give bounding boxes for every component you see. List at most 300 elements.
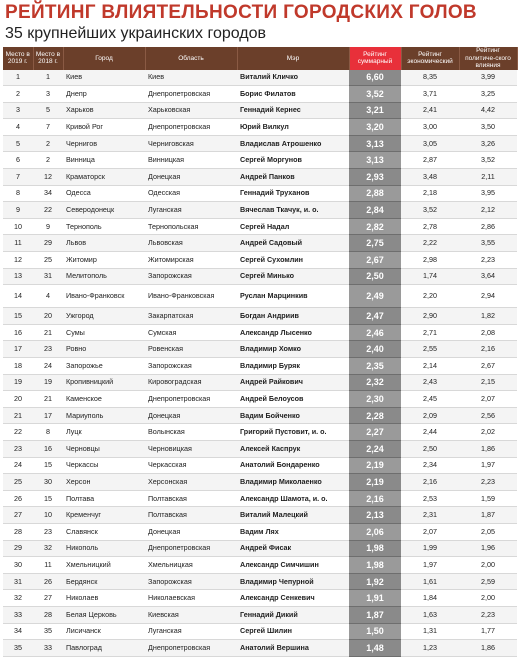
cell-region: Днепропетровская xyxy=(145,540,237,557)
cell-political-rating: 2,59 xyxy=(459,573,517,590)
cell-total-rating: 2,75 xyxy=(349,235,401,252)
cell-region: Донецкая xyxy=(145,169,237,186)
cell-rank-2019: 26 xyxy=(3,490,33,507)
cell-economic-rating: 2,50 xyxy=(401,440,459,457)
cell-city: Тернополь xyxy=(63,218,145,235)
cell-rank-2018: 7 xyxy=(33,119,63,136)
cell-total-rating: 2,32 xyxy=(349,374,401,391)
cell-economic-rating: 3,52 xyxy=(401,202,459,219)
cell-economic-rating: 8,35 xyxy=(401,70,459,86)
table-row xyxy=(3,623,517,640)
cell-rank-2018: 21 xyxy=(33,324,63,341)
cell-region: Днепропетровская xyxy=(145,86,237,103)
cell-political-rating: 2,02 xyxy=(459,424,517,441)
cell-total-rating: 2,67 xyxy=(349,252,401,269)
cell-rank-2019: 15 xyxy=(3,308,33,325)
cell-total-rating: 3,21 xyxy=(349,102,401,119)
table-row xyxy=(3,457,517,474)
cell-rank-2019: 30 xyxy=(3,557,33,574)
cell-rank-2018: 4 xyxy=(33,285,63,308)
cell-region: Днепропетровская xyxy=(145,391,237,408)
cell-city: Хмельницкий xyxy=(63,557,145,574)
cell-mayor: Борис Филатов xyxy=(237,86,349,103)
header-total-rating: Рейтинг суммарный xyxy=(349,47,401,70)
cell-total-rating: 2,88 xyxy=(349,185,401,202)
cell-region: Тернопольская xyxy=(145,218,237,235)
cell-city: Кременчуг xyxy=(63,507,145,524)
cell-economic-rating: 2,71 xyxy=(401,324,459,341)
cell-rank-2018: 3 xyxy=(33,86,63,103)
cell-total-rating: 2,13 xyxy=(349,507,401,524)
cell-economic-rating: 1,31 xyxy=(401,623,459,640)
cell-total-rating: 3,13 xyxy=(349,135,401,152)
cell-rank-2019: 27 xyxy=(3,507,33,524)
cell-region: Запорожская xyxy=(145,268,237,285)
table-row xyxy=(3,640,517,657)
table-row xyxy=(3,507,517,524)
cell-city: Краматорск xyxy=(63,169,145,186)
cell-total-rating: 2,19 xyxy=(349,457,401,474)
cell-rank-2018: 21 xyxy=(33,391,63,408)
cell-mayor: Сергей Надал xyxy=(237,218,349,235)
cell-region: Винницкая xyxy=(145,152,237,169)
table-row xyxy=(3,474,517,491)
cell-political-rating: 2,15 xyxy=(459,374,517,391)
cell-region: Луганская xyxy=(145,202,237,219)
cell-rank-2019: 8 xyxy=(3,185,33,202)
cell-mayor: Анатолий Бондаренко xyxy=(237,457,349,474)
cell-city: Бердянск xyxy=(63,573,145,590)
cell-economic-rating: 2,44 xyxy=(401,424,459,441)
cell-economic-rating: 1,97 xyxy=(401,557,459,574)
cell-city: Запорожье xyxy=(63,358,145,375)
cell-region: Луганская xyxy=(145,623,237,640)
cell-political-rating: 2,00 xyxy=(459,557,517,574)
cell-rank-2019: 6 xyxy=(3,152,33,169)
cell-economic-rating: 1,61 xyxy=(401,573,459,590)
cell-mayor: Владимир Чепурной xyxy=(237,573,349,590)
cell-economic-rating: 3,48 xyxy=(401,169,459,186)
cell-economic-rating: 3,00 xyxy=(401,119,459,136)
cell-region: Одесская xyxy=(145,185,237,202)
cell-mayor: Григорий Пустовит, и. о. xyxy=(237,424,349,441)
cell-mayor: Вадим Лях xyxy=(237,523,349,540)
cell-economic-rating: 2,07 xyxy=(401,523,459,540)
cell-region: Харьковская xyxy=(145,102,237,119)
cell-city: Луцк xyxy=(63,424,145,441)
cell-rank-2018: 8 xyxy=(33,424,63,441)
cell-rank-2018: 34 xyxy=(33,185,63,202)
cell-mayor: Богдан Андриив xyxy=(237,308,349,325)
header-mayor: Мэр xyxy=(237,47,349,70)
cell-mayor: Сергей Шилин xyxy=(237,623,349,640)
cell-total-rating: 2,19 xyxy=(349,474,401,491)
cell-political-rating: 4,42 xyxy=(459,102,517,119)
cell-total-rating: 6,60 xyxy=(349,70,401,86)
table-row xyxy=(3,169,517,186)
cell-total-rating: 1,98 xyxy=(349,540,401,557)
cell-rank-2018: 10 xyxy=(33,507,63,524)
cell-mayor: Андрей Райкович xyxy=(237,374,349,391)
cell-economic-rating: 2,34 xyxy=(401,457,459,474)
cell-rank-2018: 23 xyxy=(33,523,63,540)
cell-city: Днепр xyxy=(63,86,145,103)
cell-rank-2019: 31 xyxy=(3,573,33,590)
table-row xyxy=(3,573,517,590)
cell-total-rating: 2,82 xyxy=(349,218,401,235)
cell-economic-rating: 2,87 xyxy=(401,152,459,169)
table-header-row xyxy=(3,47,517,70)
cell-economic-rating: 2,45 xyxy=(401,391,459,408)
table-row xyxy=(3,540,517,557)
cell-mayor: Владислав Атрошенко xyxy=(237,135,349,152)
cell-region: Донецкая xyxy=(145,523,237,540)
table-row xyxy=(3,185,517,202)
cell-political-rating: 1,87 xyxy=(459,507,517,524)
cell-rank-2019: 13 xyxy=(3,268,33,285)
cell-rank-2019: 2 xyxy=(3,86,33,103)
cell-rank-2018: 16 xyxy=(33,440,63,457)
cell-economic-rating: 1,23 xyxy=(401,640,459,657)
cell-rank-2019: 34 xyxy=(3,623,33,640)
cell-rank-2018: 5 xyxy=(33,102,63,119)
cell-city: Винница xyxy=(63,152,145,169)
cell-economic-rating: 2,55 xyxy=(401,341,459,358)
cell-rank-2019: 35 xyxy=(3,640,33,657)
cell-city: Сумы xyxy=(63,324,145,341)
cell-rank-2018: 19 xyxy=(33,374,63,391)
cell-city: Харьков xyxy=(63,102,145,119)
cell-rank-2018: 26 xyxy=(33,573,63,590)
cell-mayor: Андрей Садовый xyxy=(237,235,349,252)
table-row xyxy=(3,135,517,152)
cell-city: Мелитополь xyxy=(63,268,145,285)
cell-city: Николаев xyxy=(63,590,145,607)
cell-total-rating: 2,28 xyxy=(349,407,401,424)
table-row xyxy=(3,557,517,574)
cell-city: Ровно xyxy=(63,341,145,358)
header-rank-2018: Место в 2018 г. xyxy=(33,47,63,70)
cell-rank-2019: 4 xyxy=(3,119,33,136)
cell-rank-2018: 31 xyxy=(33,268,63,285)
cell-city: Житомир xyxy=(63,252,145,269)
cell-rank-2019: 7 xyxy=(3,169,33,186)
cell-rank-2019: 10 xyxy=(3,218,33,235)
cell-political-rating: 1,96 xyxy=(459,540,517,557)
cell-rank-2018: 33 xyxy=(33,640,63,657)
cell-rank-2018: 1 xyxy=(33,70,63,86)
cell-total-rating: 2,24 xyxy=(349,440,401,457)
cell-mayor: Александр Сенкевич xyxy=(237,590,349,607)
cell-rank-2019: 23 xyxy=(3,440,33,457)
cell-region: Полтавская xyxy=(145,490,237,507)
cell-mayor: Геннадий Труханов xyxy=(237,185,349,202)
cell-political-rating: 2,56 xyxy=(459,407,517,424)
cell-rank-2018: 23 xyxy=(33,341,63,358)
cell-political-rating: 2,16 xyxy=(459,341,517,358)
table-row xyxy=(3,341,517,358)
cell-rank-2019: 29 xyxy=(3,540,33,557)
table-row xyxy=(3,70,517,86)
table-row xyxy=(3,324,517,341)
cell-city: Черновцы xyxy=(63,440,145,457)
cell-region: Черкасская xyxy=(145,457,237,474)
cell-region: Волынская xyxy=(145,424,237,441)
cell-political-rating: 3,50 xyxy=(459,119,517,136)
cell-total-rating: 1,87 xyxy=(349,606,401,623)
rating-table xyxy=(3,47,518,657)
cell-rank-2019: 1 xyxy=(3,70,33,86)
cell-city: Кропивницкий xyxy=(63,374,145,391)
cell-rank-2019: 14 xyxy=(3,285,33,308)
table-row xyxy=(3,218,517,235)
cell-city: Павлоград xyxy=(63,640,145,657)
table-row xyxy=(3,590,517,607)
table-row xyxy=(3,285,517,308)
cell-city: Полтава xyxy=(63,490,145,507)
cell-political-rating: 2,23 xyxy=(459,252,517,269)
cell-city: Мариуполь xyxy=(63,407,145,424)
cell-rank-2019: 17 xyxy=(3,341,33,358)
cell-city: Белая Церковь xyxy=(63,606,145,623)
cell-region: Киев xyxy=(145,70,237,86)
cell-mayor: Руслан Марцинкив xyxy=(237,285,349,308)
cell-mayor: Владимир Буряк xyxy=(237,358,349,375)
cell-mayor: Сергей Минько xyxy=(237,268,349,285)
cell-economic-rating: 2,20 xyxy=(401,285,459,308)
cell-economic-rating: 2,43 xyxy=(401,374,459,391)
cell-mayor: Геннадий Кернес xyxy=(237,102,349,119)
cell-city: Каменское xyxy=(63,391,145,408)
table-body xyxy=(3,70,517,657)
cell-region: Черниговская xyxy=(145,135,237,152)
cell-rank-2019: 24 xyxy=(3,457,33,474)
cell-city: Ужгород xyxy=(63,308,145,325)
cell-region: Черновицкая xyxy=(145,440,237,457)
cell-city: Лисичанск xyxy=(63,623,145,640)
table-row xyxy=(3,407,517,424)
cell-mayor: Вадим Бойченко xyxy=(237,407,349,424)
cell-rank-2018: 2 xyxy=(33,135,63,152)
cell-rank-2018: 35 xyxy=(33,623,63,640)
cell-economic-rating: 2,22 xyxy=(401,235,459,252)
cell-total-rating: 3,13 xyxy=(349,152,401,169)
cell-mayor: Сергей Сухомлин xyxy=(237,252,349,269)
cell-economic-rating: 3,71 xyxy=(401,86,459,103)
cell-political-rating: 2,11 xyxy=(459,169,517,186)
cell-economic-rating: 2,09 xyxy=(401,407,459,424)
cell-economic-rating: 2,41 xyxy=(401,102,459,119)
table-row xyxy=(3,202,517,219)
cell-rank-2019: 12 xyxy=(3,252,33,269)
cell-city: Славянск xyxy=(63,523,145,540)
cell-economic-rating: 1,63 xyxy=(401,606,459,623)
cell-economic-rating: 2,90 xyxy=(401,308,459,325)
cell-total-rating: 2,50 xyxy=(349,268,401,285)
cell-mayor: Александр Шамота, и. о. xyxy=(237,490,349,507)
cell-region: Запорожская xyxy=(145,358,237,375)
cell-political-rating: 1,97 xyxy=(459,457,517,474)
cell-political-rating: 1,86 xyxy=(459,440,517,457)
cell-economic-rating: 2,53 xyxy=(401,490,459,507)
cell-total-rating: 2,16 xyxy=(349,490,401,507)
cell-political-rating: 2,94 xyxy=(459,285,517,308)
cell-mayor: Андрей Фисак xyxy=(237,540,349,557)
cell-rank-2018: 30 xyxy=(33,474,63,491)
cell-political-rating: 2,23 xyxy=(459,474,517,491)
cell-total-rating: 2,40 xyxy=(349,341,401,358)
cell-political-rating: 2,12 xyxy=(459,202,517,219)
cell-region: Херсонская xyxy=(145,474,237,491)
cell-total-rating: 2,30 xyxy=(349,391,401,408)
table-row xyxy=(3,523,517,540)
cell-mayor: Александр Лысенко xyxy=(237,324,349,341)
cell-region: Сумская xyxy=(145,324,237,341)
cell-rank-2019: 5 xyxy=(3,135,33,152)
cell-region: Ровенская xyxy=(145,341,237,358)
cell-total-rating: 1,91 xyxy=(349,590,401,607)
table-row xyxy=(3,252,517,269)
cell-mayor: Андрей Панков xyxy=(237,169,349,186)
cell-city: Никополь xyxy=(63,540,145,557)
table-row xyxy=(3,119,517,136)
cell-total-rating: 2,47 xyxy=(349,308,401,325)
cell-economic-rating: 2,98 xyxy=(401,252,459,269)
cell-economic-rating: 1,99 xyxy=(401,540,459,557)
cell-mayor: Алексей Каспрук xyxy=(237,440,349,457)
cell-political-rating: 2,07 xyxy=(459,391,517,408)
cell-total-rating: 1,48 xyxy=(349,640,401,657)
cell-political-rating: 2,05 xyxy=(459,523,517,540)
cell-region: Закарпатская xyxy=(145,308,237,325)
table-row xyxy=(3,490,517,507)
cell-mayor: Виталий Малецкий xyxy=(237,507,349,524)
table-row xyxy=(3,86,517,103)
cell-political-rating: 1,86 xyxy=(459,640,517,657)
table-row xyxy=(3,308,517,325)
cell-region: Полтавская xyxy=(145,507,237,524)
cell-political-rating: 3,95 xyxy=(459,185,517,202)
cell-total-rating: 2,84 xyxy=(349,202,401,219)
cell-rank-2018: 27 xyxy=(33,590,63,607)
cell-rank-2019: 33 xyxy=(3,606,33,623)
table-row xyxy=(3,424,517,441)
cell-total-rating: 2,27 xyxy=(349,424,401,441)
cell-total-rating: 3,20 xyxy=(349,119,401,136)
cell-political-rating: 1,77 xyxy=(459,623,517,640)
cell-mayor: Сергей Моргунов xyxy=(237,152,349,169)
page-title: РЕЙТИНГ ВЛИЯТЕЛЬНОСТИ ГОРОДСКИХ ГОЛОВ xyxy=(5,2,477,23)
cell-region: Хмельницкая xyxy=(145,557,237,574)
cell-total-rating: 2,93 xyxy=(349,169,401,186)
cell-rank-2019: 20 xyxy=(3,391,33,408)
page-subtitle: 35 крупнейших украинских городов xyxy=(5,25,267,42)
cell-total-rating: 2,49 xyxy=(349,285,401,308)
cell-region: Житомирская xyxy=(145,252,237,269)
cell-city: Чернигов xyxy=(63,135,145,152)
cell-total-rating: 2,06 xyxy=(349,523,401,540)
cell-rank-2019: 32 xyxy=(3,590,33,607)
cell-total-rating: 1,92 xyxy=(349,573,401,590)
cell-economic-rating: 2,78 xyxy=(401,218,459,235)
table-row xyxy=(3,440,517,457)
cell-rank-2018: 12 xyxy=(33,169,63,186)
cell-city: Ивано-Франковск xyxy=(63,285,145,308)
cell-political-rating: 1,82 xyxy=(459,308,517,325)
cell-economic-rating: 2,16 xyxy=(401,474,459,491)
cell-rank-2018: 15 xyxy=(33,457,63,474)
cell-rank-2019: 9 xyxy=(3,202,33,219)
cell-mayor: Андрей Белоусов xyxy=(237,391,349,408)
cell-mayor: Юрий Вилкул xyxy=(237,119,349,136)
cell-political-rating: 3,99 xyxy=(459,70,517,86)
table-row xyxy=(3,152,517,169)
cell-city: Кривой Рог xyxy=(63,119,145,136)
cell-region: Киевская xyxy=(145,606,237,623)
cell-economic-rating: 2,31 xyxy=(401,507,459,524)
cell-city: Херсон xyxy=(63,474,145,491)
cell-political-rating: 3,25 xyxy=(459,86,517,103)
cell-rank-2018: 25 xyxy=(33,252,63,269)
cell-rank-2018: 24 xyxy=(33,358,63,375)
cell-rank-2018: 32 xyxy=(33,540,63,557)
cell-rank-2018: 20 xyxy=(33,308,63,325)
cell-economic-rating: 3,05 xyxy=(401,135,459,152)
header-region: Область xyxy=(145,47,237,70)
cell-rank-2018: 11 xyxy=(33,557,63,574)
table-row xyxy=(3,358,517,375)
cell-rank-2018: 2 xyxy=(33,152,63,169)
cell-rank-2018: 17 xyxy=(33,407,63,424)
cell-mayor: Анатолий Вершина xyxy=(237,640,349,657)
cell-region: Львовская xyxy=(145,235,237,252)
cell-region: Николаевская xyxy=(145,590,237,607)
cell-political-rating: 2,67 xyxy=(459,358,517,375)
cell-region: Донецкая xyxy=(145,407,237,424)
cell-mayor: Виталий Кличко xyxy=(237,70,349,86)
cell-rank-2019: 22 xyxy=(3,424,33,441)
cell-region: Ивано-Франковская xyxy=(145,285,237,308)
table-row xyxy=(3,235,517,252)
cell-political-rating: 3,52 xyxy=(459,152,517,169)
cell-region: Кировоградская xyxy=(145,374,237,391)
cell-political-rating: 1,59 xyxy=(459,490,517,507)
cell-mayor: Владимир Хомко xyxy=(237,341,349,358)
table-row xyxy=(3,374,517,391)
header-city: Город xyxy=(63,47,145,70)
cell-political-rating: 2,00 xyxy=(459,590,517,607)
cell-mayor: Владимир Миколаенко xyxy=(237,474,349,491)
table-row xyxy=(3,102,517,119)
cell-city: Одесса xyxy=(63,185,145,202)
cell-political-rating: 3,55 xyxy=(459,235,517,252)
table-row xyxy=(3,391,517,408)
table-row xyxy=(3,606,517,623)
cell-total-rating: 2,35 xyxy=(349,358,401,375)
cell-economic-rating: 2,14 xyxy=(401,358,459,375)
cell-political-rating: 3,26 xyxy=(459,135,517,152)
cell-political-rating: 2,86 xyxy=(459,218,517,235)
cell-total-rating: 2,46 xyxy=(349,324,401,341)
cell-economic-rating: 2,18 xyxy=(401,185,459,202)
cell-rank-2019: 21 xyxy=(3,407,33,424)
table-row xyxy=(3,268,517,285)
cell-total-rating: 1,50 xyxy=(349,623,401,640)
cell-rank-2018: 9 xyxy=(33,218,63,235)
cell-rank-2019: 18 xyxy=(3,358,33,375)
cell-region: Днепропетровская xyxy=(145,640,237,657)
cell-total-rating: 3,52 xyxy=(349,86,401,103)
